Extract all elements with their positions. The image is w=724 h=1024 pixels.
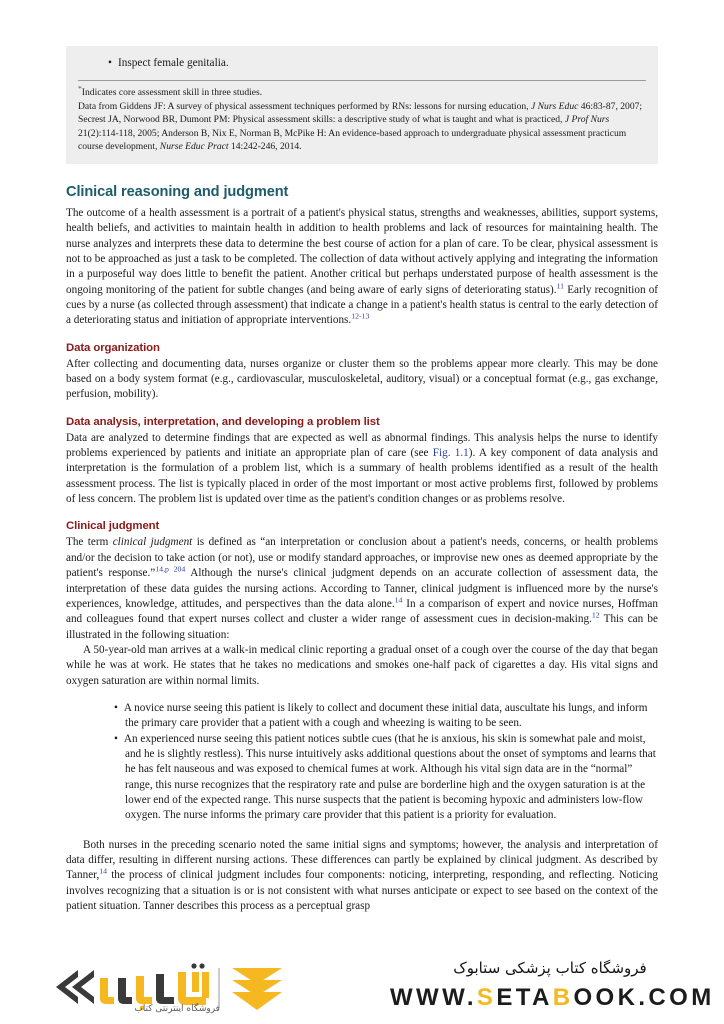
section-heading-clinical-reasoning: Clinical reasoning and judgment <box>66 183 289 200</box>
note-box-divider <box>78 80 646 81</box>
brand-text-block <box>390 956 715 1013</box>
paragraph-data-organization: After collecting and documenting data, nurses organize or cluster them so the problems appear more clearly. This may be done based on a body system format (e.g., cardiovascular, musculoskeletal, auditory, visual) or a conceptual format (e.g., gas exchange, perfusion, mobility). <box>66 357 658 401</box>
subsection-heading-data-analysis: Data analysis, interpretation, and developing a problem list <box>66 415 380 428</box>
para-text-a: The outcome of a health assessment is a portrait of a patient's physical status, strengths and weaknesses, abilities, support systems, health beliefs, and activities to maintain health in addition to health problems and lack of resources for maintaining health. The nurse analyzes and interprets these data to determine the best course of action for a plan of care. To be clear, physical assessment is not to be approached as just a task to be completed. The collection of data without actively applying and integrating the information in a purposeful way does little to benefit the patient. Another critical but perhaps understated purpose of health assessment is the ongoing monitoring of the patient for subtle changes (and being aware of early signs of deteriorating status). <box>66 206 658 296</box>
footer-branding-bar <box>0 950 724 1024</box>
subsection-heading-data-organization: Data organization <box>66 341 160 354</box>
para-text-e: This can be illustrated in the following situation: <box>66 613 658 641</box>
note-box-source <box>78 100 646 154</box>
note-box-bullet-list <box>74 56 650 71</box>
subsection-heading-clinical-judgment: Clinical judgment <box>66 520 160 533</box>
setabook-logo[interactable] <box>42 954 292 1022</box>
paragraph-data-analysis <box>66 431 658 508</box>
url-part: S <box>476 984 497 1011</box>
scenario-bullet-list <box>66 701 658 824</box>
source-text-1: Data from Giddens JF: A survey of physical assessment techniques performed by RNs: lessons for nursing education, <box>78 100 531 112</box>
para-text-b: is defined as “an interpretation or conclusion about a patient's needs, concerns, or health problems and/or the decision to take action (or not), use or modify standard approaches, or improvise new ones as deemed appropriate by the patient's response.” <box>66 536 658 580</box>
url-part: OOK.COM <box>573 984 715 1011</box>
content-column <box>66 0 658 914</box>
para-text-b: the process of clinical judgment includes four components: noticing, interpreting, responding, and reflecting. Noticing involves recognizing that a situation is or is not consistent with what nurses anticipate or expect to see based on the context of the patient situation. Tanner describes this process as a perceptual grasp <box>66 869 658 913</box>
paragraph-clinical-reasoning <box>66 206 658 329</box>
reference-marker[interactable]: 12 <box>591 610 600 620</box>
source-journal-1: J Nurs Educ <box>530 100 579 112</box>
paragraph-clinical-judgment <box>66 535 658 642</box>
url-part: WWW. <box>390 984 477 1011</box>
para-text-b: ). A key component of data analysis and interpretation is the formulation of a problem list, which is a summary of health problems identified as a result of the health assessment process. The list is typically placed in order of the most important or most active problems first, followed by problems of less concern. The problem list is updated over time as the patient's condition changes or as problems resolve. <box>66 447 658 506</box>
term-emphasis: clinical judgment <box>112 536 193 549</box>
reference-marker[interactable]: 14,p 204 <box>155 564 186 574</box>
footnote-text: Indicates core assessment skill in three studies. <box>81 87 263 98</box>
list-item: • A novice nurse seeing this patient is likely to collect and document these initial data, auscultate his lungs, and inform the primary care provider that a patient with a cough and wheezing is waiting to be seen. <box>114 701 658 732</box>
reference-marker[interactable]: 14 <box>394 595 403 605</box>
para-text-a: Data are analyzed to determine findings that are expected as well as abnormal findings. This analysis helps the nurse to identify problems experienced by patients and initiate an appropriate plan of care (see <box>66 431 658 460</box>
source-text-3: 21(2):114-118, 2005; Anderson B, Nix E, Norman B, McPike H: An evidence-based approach to undergraduate physical assessment practicum course development, <box>78 127 627 153</box>
source-journal-2: J Prof Nurs <box>564 114 610 126</box>
reference-marker[interactable]: 14 <box>99 866 108 876</box>
para-text-b: Early recognition of cues by a nurse (as collected through assessment) that indicate a change in a patient's health status is central to the early detection of a deteriorating status and initiation of appropriate interventions. <box>66 283 659 327</box>
para-text-c: Although the nurse's clinical judgment depends on an accurate collection of assessment data, the interpretation of these data guides the nursing actions. According to Tanner, clinical judgment is influenced more by the nurse's experiences, knowledge, attitudes, and perspectives than the data alone. <box>66 567 658 610</box>
reference-marker[interactable]: 12-13 <box>351 311 370 321</box>
reference-marker[interactable]: 11 <box>556 280 565 290</box>
paragraph-case-scenario: A 50-year-old man arrives at a walk-in medical clinic reporting a gradual onset of a cough over the course of the day that began while he was at work. He states that he takes no medications and smokes one-half pack of cigarettes a day. His vital signs and oxygen saturation are within normal limits. <box>66 643 658 687</box>
footnote-marker: * <box>78 83 82 93</box>
note-box <box>66 46 658 164</box>
list-item: • Inspect female genitalia. <box>108 56 650 71</box>
list-item: • An experienced nurse seeing this patient notices subtle cues (that he is anxious, his skin is somewhat pale and moist, and he is slightly restless). This nurse intuitively asks additional questions about the onset of symptoms and learns that he has felt nauseous and was exposed to chemical fumes at work. Although his vital sign data are in the “normal” range, this nurse recognizes that the respiratory rate and pulse are borderline high and the oxygen saturation is at the lower end of the expected range. This nurse suspects that the patient is becoming hypoxic and administers low-flow oxygen. The nurse informs the primary care provider that this patient is a priority for evaluation. <box>114 732 658 824</box>
brand-url[interactable] <box>390 983 715 1013</box>
paragraph-closing <box>66 838 658 915</box>
url-part: B <box>552 984 574 1011</box>
url-part: ETA <box>496 984 553 1011</box>
note-box-footnote <box>78 83 646 100</box>
para-text-a: Both nurses in the preceding scenario noted the same initial signs and symptoms; however, the analysis and interpretation of data differ, resulting in different nursing actions. These differences can partly be explained by clinical judgment. As described by Tanner, <box>66 838 658 882</box>
source-journal-3: Nurse Educ Pract <box>159 141 229 153</box>
source-text-4: 14:242-246, 2014. <box>228 141 302 153</box>
brand-tagline-farsi: فروشگاه کتاب پزشکی ستابوک <box>453 959 647 977</box>
figure-crossref-link[interactable]: Fig. 1.1 <box>432 447 469 460</box>
logo-subtitle: فروشگاه اینترنتی کتاب <box>134 1004 220 1014</box>
para-text-d: In a comparison of expert and novice nurses, Hoffman and colleagues found that expert nurses collect and cluster a wider range of assessment cues in decision-making. <box>66 597 658 626</box>
para-text-a: The term <box>66 536 113 549</box>
source-text-2: 46:83-87, 2007; Secrest JA, Norwood BR, Dumont PM: Physical assessment skills: a descriptive study of what is taught and what is practiced, <box>78 100 643 126</box>
